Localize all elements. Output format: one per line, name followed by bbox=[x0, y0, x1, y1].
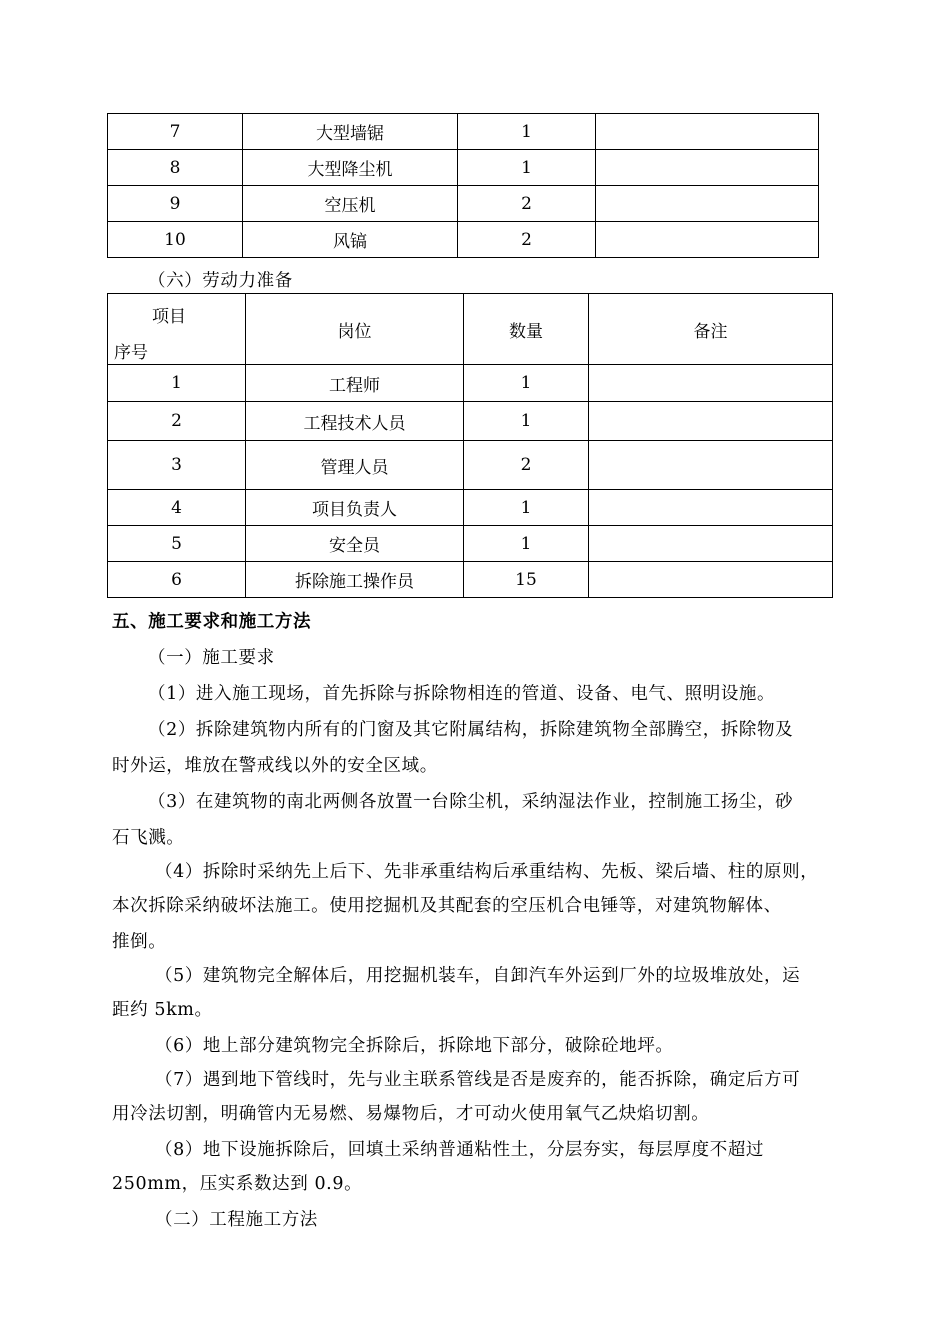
cell-no: 6 bbox=[108, 562, 246, 598]
subsection-title: （一）施工要求 bbox=[148, 648, 275, 668]
cell-qty: 1 bbox=[464, 490, 589, 526]
cell-qty: 2 bbox=[458, 186, 596, 222]
header-remark: 备注 bbox=[589, 294, 833, 365]
cell-position: 工程技术人员 bbox=[246, 402, 464, 441]
table-row bbox=[108, 186, 819, 222]
cell-no: 1 bbox=[108, 365, 246, 402]
cell-position: 项目负责人 bbox=[246, 490, 464, 526]
table-row bbox=[108, 562, 833, 598]
cell-name: 风镐 bbox=[243, 222, 458, 258]
paragraph-line: （6）地上部分建筑物完全拆除后，拆除地下部分，破除砼地坪。 bbox=[155, 1036, 674, 1056]
table-row bbox=[108, 441, 833, 490]
header-item-cell bbox=[108, 294, 246, 365]
cell-name: 空压机 bbox=[243, 186, 458, 222]
paragraph-line: 用冷法切割，明确管内无易燃、易爆物后，才可动火使用氧气乙炔焰切割。 bbox=[112, 1104, 710, 1124]
subsection-title: （二）工程施工方法 bbox=[155, 1210, 318, 1230]
cell-note bbox=[589, 365, 833, 402]
cell-qty: 15 bbox=[464, 562, 589, 598]
cell-note bbox=[589, 562, 833, 598]
cell-no: 9 bbox=[108, 186, 243, 222]
header-item-label: 项目 bbox=[152, 307, 186, 327]
paragraph-line: （5）建筑物完全解体后，用挖掘机装车，自卸汽车外运到厂外的垃圾堆放处，运 bbox=[155, 966, 801, 986]
cell-note bbox=[596, 114, 819, 150]
table-row bbox=[108, 114, 819, 150]
cell-position: 拆除施工操作员 bbox=[246, 562, 464, 598]
cell-qty: 1 bbox=[464, 365, 589, 402]
section-title: 五、施工要求和施工方法 bbox=[112, 612, 312, 632]
paragraph-line: 时外运，堆放在警戒线以外的安全区域。 bbox=[112, 756, 438, 776]
cell-note bbox=[589, 402, 833, 441]
table-row bbox=[108, 490, 833, 526]
cell-qty: 1 bbox=[464, 526, 589, 562]
cell-no: 2 bbox=[108, 402, 246, 441]
table-header-row bbox=[108, 294, 833, 365]
paragraph-line: （4）拆除时采纳先上后下、先非承重结构后承重结构、先板、梁后墙、柱的原则， bbox=[155, 862, 819, 882]
header-quantity: 数量 bbox=[464, 294, 589, 365]
header-position: 岗位 bbox=[246, 294, 464, 365]
cell-note bbox=[596, 186, 819, 222]
cell-position: 工程师 bbox=[246, 365, 464, 402]
paragraph-line: 本次拆除采纳破坏法施工。使用挖掘机及其配套的空压机合电锤等，对建筑物解体、 bbox=[112, 896, 782, 916]
table-row bbox=[108, 402, 833, 441]
cell-qty: 2 bbox=[458, 222, 596, 258]
paragraph-line: 推倒。 bbox=[112, 932, 167, 952]
cell-note bbox=[596, 150, 819, 186]
cell-qty: 1 bbox=[458, 150, 596, 186]
cell-qty: 1 bbox=[464, 402, 589, 441]
cell-note bbox=[589, 526, 833, 562]
labor-table bbox=[107, 293, 833, 598]
paragraph-line: 距约 5km。 bbox=[112, 1000, 213, 1020]
paragraph-line: 石飞溅。 bbox=[112, 828, 185, 848]
paragraph-line: （3）在建筑物的南北两侧各放置一台除尘机，采纳湿法作业，控制施工扬尘，砂 bbox=[148, 792, 794, 812]
cell-qty: 2 bbox=[464, 441, 589, 490]
equipment-table bbox=[107, 113, 819, 258]
cell-name: 大型墙锯 bbox=[243, 114, 458, 150]
cell-no: 10 bbox=[108, 222, 243, 258]
cell-name: 大型降尘机 bbox=[243, 150, 458, 186]
cell-no: 5 bbox=[108, 526, 246, 562]
table-row bbox=[108, 365, 833, 402]
paragraph-line: （1）进入施工现场，首先拆除与拆除物相连的管道、设备、电气、照明设施。 bbox=[148, 684, 776, 704]
paragraph-line: （2）拆除建筑物内所有的门窗及其它附属结构，拆除建筑物全部腾空，拆除物及 bbox=[148, 720, 794, 740]
cell-position: 管理人员 bbox=[246, 441, 464, 490]
cell-no: 3 bbox=[108, 441, 246, 490]
header-no-label: 序号 bbox=[114, 343, 148, 363]
paragraph-line: 250mm，压实系数达到 0.9。 bbox=[112, 1174, 363, 1194]
paragraph-line: （7）遇到地下管线时，先与业主联系管线是否是废弃的，能否拆除，确定后方可 bbox=[155, 1070, 801, 1090]
cell-no: 4 bbox=[108, 490, 246, 526]
cell-no: 7 bbox=[108, 114, 243, 150]
cell-note bbox=[589, 441, 833, 490]
paragraph-line: （8）地下设施拆除后，回填土采纳普通粘性土，分层夯实，每层厚度不超过 bbox=[155, 1140, 765, 1160]
cell-note bbox=[589, 490, 833, 526]
cell-qty: 1 bbox=[458, 114, 596, 150]
cell-no: 8 bbox=[108, 150, 243, 186]
table-row bbox=[108, 222, 819, 258]
cell-note bbox=[596, 222, 819, 258]
labor-heading: （六）劳动力准备 bbox=[148, 271, 293, 291]
cell-position: 安全员 bbox=[246, 526, 464, 562]
table-row bbox=[108, 526, 833, 562]
table-row bbox=[108, 150, 819, 186]
